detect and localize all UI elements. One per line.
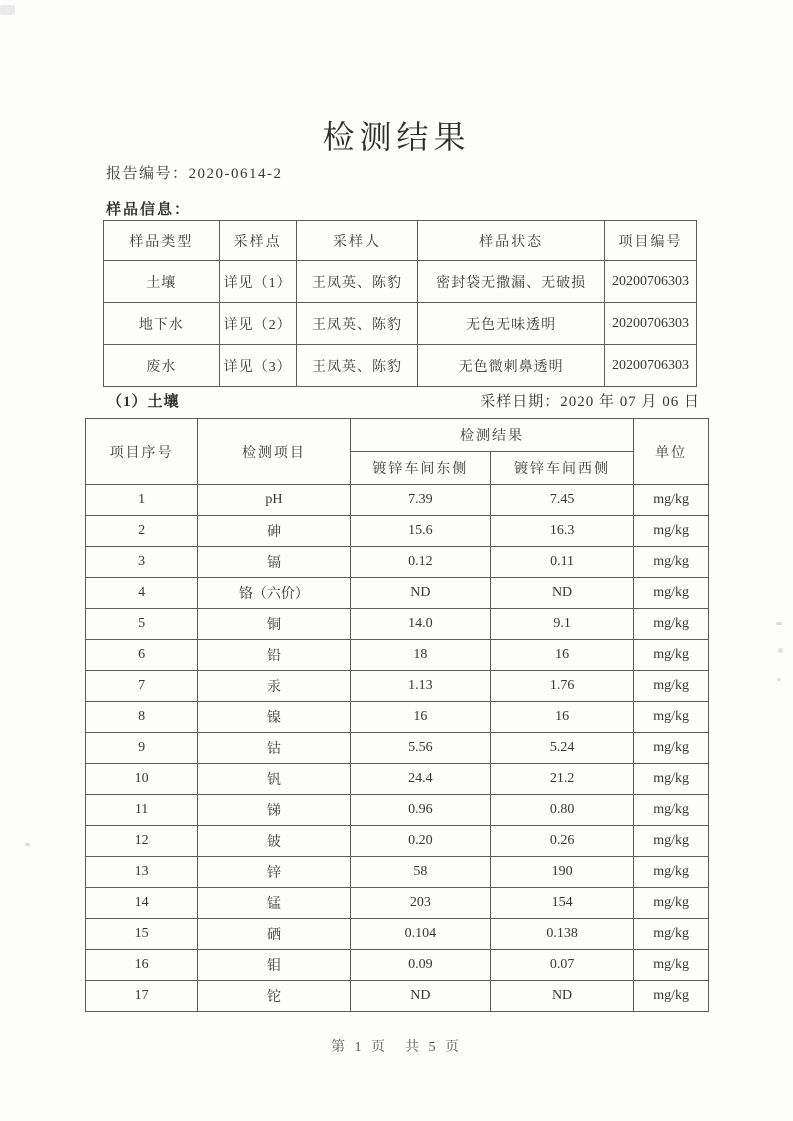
scan-artifact	[777, 678, 781, 681]
item-no-cell: 11	[86, 795, 198, 826]
page-footer: 第 1 页 共 5 页	[331, 1040, 462, 1055]
result-table-header-row-1	[86, 419, 709, 452]
test-item-cell: pH	[198, 485, 351, 516]
result-table-row	[86, 795, 709, 826]
result-table-row	[86, 919, 709, 950]
sample-status-cell: 无色无味透明	[418, 303, 605, 345]
header-item-no: 项目序号	[86, 419, 198, 485]
unit-cell: mg/kg	[634, 640, 709, 671]
test-item-cell: 钴	[198, 733, 351, 764]
result-table-row	[86, 671, 709, 702]
east-value-cell: 7.39	[350, 485, 490, 516]
item-no-cell: 1	[86, 485, 198, 516]
page-title: 检测结果	[322, 119, 471, 155]
project-number-cell: 20200706303	[605, 345, 697, 387]
west-value-cell: 190	[490, 857, 633, 888]
unit-cell: mg/kg	[634, 795, 709, 826]
header-sample-status: 样品状态	[418, 221, 605, 261]
scan-artifact	[776, 622, 782, 625]
east-value-cell: 0.104	[350, 919, 490, 950]
result-table-row	[86, 888, 709, 919]
item-no-cell: 15	[86, 919, 198, 950]
header-west-location: 镀锌车间西侧	[490, 452, 633, 485]
east-value-cell: 0.09	[350, 950, 490, 981]
east-value-cell: 1.13	[350, 671, 490, 702]
unit-cell: mg/kg	[634, 857, 709, 888]
test-item-cell: 铍	[198, 826, 351, 857]
unit-cell: mg/kg	[634, 609, 709, 640]
scan-artifact	[25, 843, 30, 846]
item-no-cell: 6	[86, 640, 198, 671]
test-item-cell: 锑	[198, 795, 351, 826]
east-value-cell: 58	[350, 857, 490, 888]
east-value-cell: 0.12	[350, 547, 490, 578]
sample-info-heading: 样品信息：	[106, 202, 192, 218]
unit-cell: mg/kg	[634, 981, 709, 1012]
report-number: 报告编号：2020-0614-2	[106, 166, 283, 182]
result-table-row	[86, 733, 709, 764]
west-value-cell: 0.80	[490, 795, 633, 826]
header-unit: 单位	[634, 419, 709, 485]
item-no-cell: 12	[86, 826, 198, 857]
sample-info-table	[103, 220, 697, 387]
header-sampler: 采样人	[296, 221, 418, 261]
result-table-row	[86, 702, 709, 733]
unit-cell: mg/kg	[634, 516, 709, 547]
test-item-cell: 铅	[198, 640, 351, 671]
sampler-cell: 王凤英、陈豹	[296, 261, 418, 303]
west-value-cell: 7.45	[490, 485, 633, 516]
sample-type-cell: 土壤	[104, 261, 220, 303]
sample-type-cell: 地下水	[104, 303, 220, 345]
test-item-cell: 镉	[198, 547, 351, 578]
test-item-cell: 汞	[198, 671, 351, 702]
header-test-item: 检测项目	[198, 419, 351, 485]
east-value-cell: 14.0	[350, 609, 490, 640]
unit-cell: mg/kg	[634, 547, 709, 578]
item-no-cell: 14	[86, 888, 198, 919]
unit-cell: mg/kg	[634, 485, 709, 516]
item-no-cell: 16	[86, 950, 198, 981]
west-value-cell: ND	[490, 981, 633, 1012]
sample-table-header-row	[104, 221, 697, 261]
west-value-cell: 0.07	[490, 950, 633, 981]
item-no-cell: 10	[86, 764, 198, 795]
item-no-cell: 4	[86, 578, 198, 609]
section-title-soil: （1）土壤	[107, 394, 180, 410]
unit-cell: mg/kg	[634, 764, 709, 795]
header-result-group: 检测结果	[350, 419, 633, 452]
unit-cell: mg/kg	[634, 826, 709, 857]
project-number-cell: 20200706303	[605, 303, 697, 345]
west-value-cell: 5.24	[490, 733, 633, 764]
east-value-cell: 16	[350, 702, 490, 733]
test-item-cell: 镍	[198, 702, 351, 733]
unit-cell: mg/kg	[634, 919, 709, 950]
sampling-date: 采样日期：2020 年 07 月 06 日	[480, 394, 700, 410]
test-item-cell: 铊	[198, 981, 351, 1012]
header-sampling-point: 采样点	[219, 221, 296, 261]
west-value-cell: 0.26	[490, 826, 633, 857]
test-result-table	[85, 418, 709, 1012]
west-value-cell: 16	[490, 702, 633, 733]
project-number-cell: 20200706303	[605, 261, 697, 303]
west-value-cell: ND	[490, 578, 633, 609]
sample-table-row	[104, 303, 697, 345]
test-item-cell: 砷	[198, 516, 351, 547]
east-value-cell: ND	[350, 578, 490, 609]
item-no-cell: 7	[86, 671, 198, 702]
sampler-cell: 王凤英、陈豹	[296, 303, 418, 345]
header-project-number: 项目编号	[605, 221, 697, 261]
item-no-cell: 5	[86, 609, 198, 640]
unit-cell: mg/kg	[634, 733, 709, 764]
test-item-cell: 钼	[198, 950, 351, 981]
west-value-cell: 0.11	[490, 547, 633, 578]
east-value-cell: 24.4	[350, 764, 490, 795]
result-table-row	[86, 857, 709, 888]
item-no-cell: 13	[86, 857, 198, 888]
item-no-cell: 8	[86, 702, 198, 733]
sample-type-cell: 废水	[104, 345, 220, 387]
section-header-line	[107, 390, 700, 411]
east-value-cell: ND	[350, 981, 490, 1012]
test-item-cell: 锌	[198, 857, 351, 888]
result-table-row	[86, 981, 709, 1012]
test-item-cell: 硒	[198, 919, 351, 950]
result-table-row	[86, 764, 709, 795]
result-table-row	[86, 547, 709, 578]
sampling-point-cell: 详见（3）	[219, 345, 296, 387]
test-item-cell: 铬（六价）	[198, 578, 351, 609]
west-value-cell: 21.2	[490, 764, 633, 795]
header-sample-type: 样品类型	[104, 221, 220, 261]
west-value-cell: 16	[490, 640, 633, 671]
sampling-point-cell: 详见（2）	[219, 303, 296, 345]
scan-artifact	[778, 648, 783, 653]
sampler-cell: 王凤英、陈豹	[296, 345, 418, 387]
test-item-cell: 钒	[198, 764, 351, 795]
unit-cell: mg/kg	[634, 671, 709, 702]
result-table-row	[86, 516, 709, 547]
west-value-cell: 16.3	[490, 516, 633, 547]
west-value-cell: 154	[490, 888, 633, 919]
west-value-cell: 9.1	[490, 609, 633, 640]
result-table-row	[86, 578, 709, 609]
test-item-cell: 铜	[198, 609, 351, 640]
unit-cell: mg/kg	[634, 578, 709, 609]
east-value-cell: 0.20	[350, 826, 490, 857]
result-table-row	[86, 950, 709, 981]
item-no-cell: 9	[86, 733, 198, 764]
sample-table-row	[104, 345, 697, 387]
west-value-cell: 0.138	[490, 919, 633, 950]
header-east-location: 镀锌车间东侧	[350, 452, 490, 485]
east-value-cell: 15.6	[350, 516, 490, 547]
result-table-row	[86, 640, 709, 671]
unit-cell: mg/kg	[634, 950, 709, 981]
sample-table-row	[104, 261, 697, 303]
sample-status-cell: 密封袋无撒漏、无破损	[418, 261, 605, 303]
sampling-point-cell: 详见（1）	[219, 261, 296, 303]
east-value-cell: 5.56	[350, 733, 490, 764]
east-value-cell: 18	[350, 640, 490, 671]
result-table-row	[86, 485, 709, 516]
result-table-row	[86, 609, 709, 640]
unit-cell: mg/kg	[634, 702, 709, 733]
item-no-cell: 17	[86, 981, 198, 1012]
item-no-cell: 3	[86, 547, 198, 578]
result-table-row	[86, 826, 709, 857]
scan-artifact	[0, 5, 15, 15]
test-item-cell: 锰	[198, 888, 351, 919]
item-no-cell: 2	[86, 516, 198, 547]
east-value-cell: 203	[350, 888, 490, 919]
sample-status-cell: 无色微刺鼻透明	[418, 345, 605, 387]
west-value-cell: 1.76	[490, 671, 633, 702]
unit-cell: mg/kg	[634, 888, 709, 919]
east-value-cell: 0.96	[350, 795, 490, 826]
